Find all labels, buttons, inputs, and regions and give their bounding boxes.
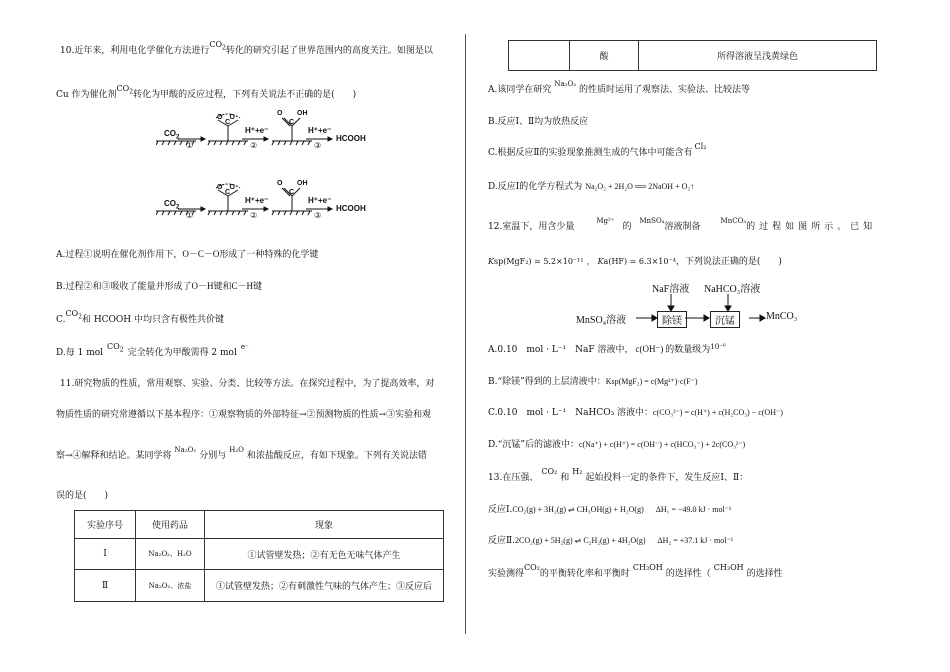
q12-option-b: B.“除镁”得到的上层清液中：Ksp(MgF₂) = c(Mg²⁺)·c(F⁻): [488, 377, 698, 387]
step-3-label: ③: [314, 211, 322, 220]
reaction-scheme-1: [156, 112, 396, 152]
oh-label: OH: [297, 110, 308, 117]
product-hcooh: HCOOH: [336, 134, 366, 143]
q10-option-b: B.过程②和③吸收了能量并形成了O－H键和C－H键: [56, 281, 263, 292]
oh-label: OH: [297, 180, 308, 187]
table-header-row: [75, 511, 444, 539]
q12-flow-diagram: [576, 280, 816, 330]
table-header-cell: 使用药品: [136, 511, 205, 539]
q10-option-a: A.过程①说明在催化剂作用下，O－C－O形成了一种特殊的化学键: [56, 249, 319, 260]
table-header-cell: 实验序号: [75, 511, 136, 539]
carbon-label: C: [225, 189, 231, 196]
step-3-label: ③: [314, 141, 322, 150]
co2-formula: $CO_2$: [116, 84, 134, 96]
q11-option-c: C.根据反应Ⅱ的实验现象推测生成的气体中可能含有Cl₂: [488, 142, 707, 158]
table-cell: ①试管壁发热；②有刺激性气味的气体产生；③反应后: [205, 570, 444, 602]
step-1-label: ①: [186, 141, 194, 150]
q10-text: 转化的研究引起了世界范围内的高度关注。如图是以: [225, 46, 433, 56]
q11-option-a: A.该同学在研究$^{Na_2O_2}$的性质时运用了观察法、实验法、比较法等: [488, 80, 751, 95]
reaction-scheme-2: [156, 182, 396, 222]
table-cell: Ⅱ: [75, 570, 136, 602]
flow-step-remove-mg: 除镁: [657, 311, 687, 328]
table-row: [509, 41, 877, 71]
co2-formula: $CO_2$: [209, 40, 226, 52]
q11-line1: 11.研究物质的性质，常用观察、实验、分类、比较等方法。在探究过程中，为了提高效率，对: [60, 379, 435, 389]
carbon-label: C: [225, 119, 231, 126]
table-row: [75, 570, 444, 602]
q10-line1: [60, 40, 433, 58]
scheme-co2: $CO_2$: [164, 199, 180, 211]
oxygen-label: O: [277, 180, 283, 187]
q10-text: Cu 作为催化剂: [56, 90, 117, 100]
q12-option-c: C.0.10 mol · L⁻¹ NaHCO₃ 溶液中：c(CO₃²⁻) = c(H⁺) + c(H₂CO₃) − c(OH⁻): [488, 408, 783, 418]
q11-line3: 察→④解释和结论。某同学将$^{Na_2O_2}$分别与$^{H_2O}$和浓盐酸反应，有如下现象。下列有关说法错: [56, 446, 427, 461]
q10-text: 转化为甲酸的反应过程，下列有关说法不正确的是( ): [133, 90, 357, 100]
q13-line1: 13.在压强、CO₂和H₂起始投料一定的条件下，发生反应Ⅰ、Ⅱ：: [488, 467, 749, 483]
q10-text: 10.近年来，利用电化学催化方法进行: [60, 46, 210, 56]
flow-step-precipitate-mn: 沉锰: [710, 311, 740, 328]
step-1-label: ①: [186, 211, 194, 220]
oxygen-label: O O: [217, 114, 235, 121]
q12-option-a: A.0.10 mol · L⁻¹ NaF 溶液中， c(OH⁻) 的数量级为$^{10^{-6}}$: [488, 343, 726, 355]
reagent-2: H⁺+e⁻: [245, 196, 269, 205]
table-cell: 酸: [570, 41, 639, 71]
column-divider: [465, 34, 466, 634]
flow-reagent-nahco3: NaHCO₃溶液: [704, 284, 761, 295]
q11-option-d: D.反应Ⅰ的化学方程式为 Na₂O₂ + 2H₂O ══ 2NaOH + O₂↑: [488, 182, 695, 192]
table-cell: Na₂O₂、H₂O: [136, 539, 205, 570]
q13-reaction-2: 反应Ⅱ.2CO₂(g) + 5H₂(g) ⇌ C₂H₂(g) + 4H₂O(g) ΔH₂ = +37.1 kJ · mol⁻¹: [488, 536, 734, 546]
q11-line2: 物质性质的研究常遵循以下基本程序：①观察物质的外部特征→②预测物质的性质→③实验和观: [56, 410, 432, 420]
q12-line1: 12.室温下，用含少量$^{Mg^{2+}}$的$^{MnSO_4}$溶液制备$^{MnCO_3}$的过程如图所示。已知: [488, 217, 877, 232]
q13-line-last: 实验测得CO₂的平衡转化率和平衡时CH₃OH的选择性（CH₃OH的选择性: [488, 563, 783, 579]
q10-line2: [56, 84, 357, 102]
oxygen-label: O: [277, 110, 283, 117]
flow-start: MnSO₄溶液: [576, 315, 627, 326]
reagent-3: H⁺+e⁻: [308, 126, 332, 135]
oxygen-label: O O: [217, 184, 235, 191]
step-2-label: ②: [250, 211, 258, 220]
reagent-2: H⁺+e⁻: [245, 126, 269, 135]
reagent-3: H⁺+e⁻: [308, 196, 332, 205]
table-cell: Ⅰ: [75, 539, 136, 570]
table-row: [75, 539, 444, 570]
table-cell: Na₂O₂、浓盐: [136, 570, 205, 602]
q11-table-continued: [508, 40, 877, 71]
product-hcooh: HCOOH: [336, 204, 366, 213]
carbon-label: C: [289, 189, 295, 196]
q13-reaction-1: 反应Ⅰ.CO₂(g) + 3H₂(g) ⇌ CH₃OH(g) + H₂O(g) ΔH₁ = −49.0 kJ · mol⁻¹: [488, 505, 732, 515]
scheme-co2: $CO_2$: [164, 129, 180, 141]
q11-option-b: B.反应Ⅰ、Ⅱ均为放热反应: [488, 117, 589, 127]
table-cell: 所得溶液呈浅黄绿色: [639, 41, 877, 71]
q11-line4: 误的是( ): [56, 491, 109, 501]
q10-option-d: D.每 1 molCO$_2$ 完全转化为甲酸需得 2 mol$^{e^-}$: [56, 342, 249, 358]
q12-option-d: D.“沉锰”后的滤液中：c(Na⁺) + c(H⁺) = c(OH⁻) + c(HCO₃⁻) + 2c(CO₃²⁻): [488, 440, 746, 450]
step-2-label: ②: [250, 141, 258, 150]
carbon-label: C: [289, 119, 295, 126]
table-header-cell: 现象: [205, 511, 444, 539]
q10-option-c: $C.CO_2$和 HCOOH 中均只含有极性共价键: [56, 309, 225, 325]
flow-end: MnCO₃: [766, 311, 798, 322]
table-cell: ①试管壁发热；②有无色无味气体产生: [205, 539, 444, 570]
q11-table: [74, 510, 444, 602]
table-cell: [509, 41, 570, 71]
q12-line2: Ksp(MgF₂) = 5.2×10⁻¹¹ ， Ka(HF) = 6.3×10⁻⁴，下列说法正确的是( ): [488, 257, 782, 267]
flow-reagent-naf: NaF溶液: [652, 284, 690, 295]
